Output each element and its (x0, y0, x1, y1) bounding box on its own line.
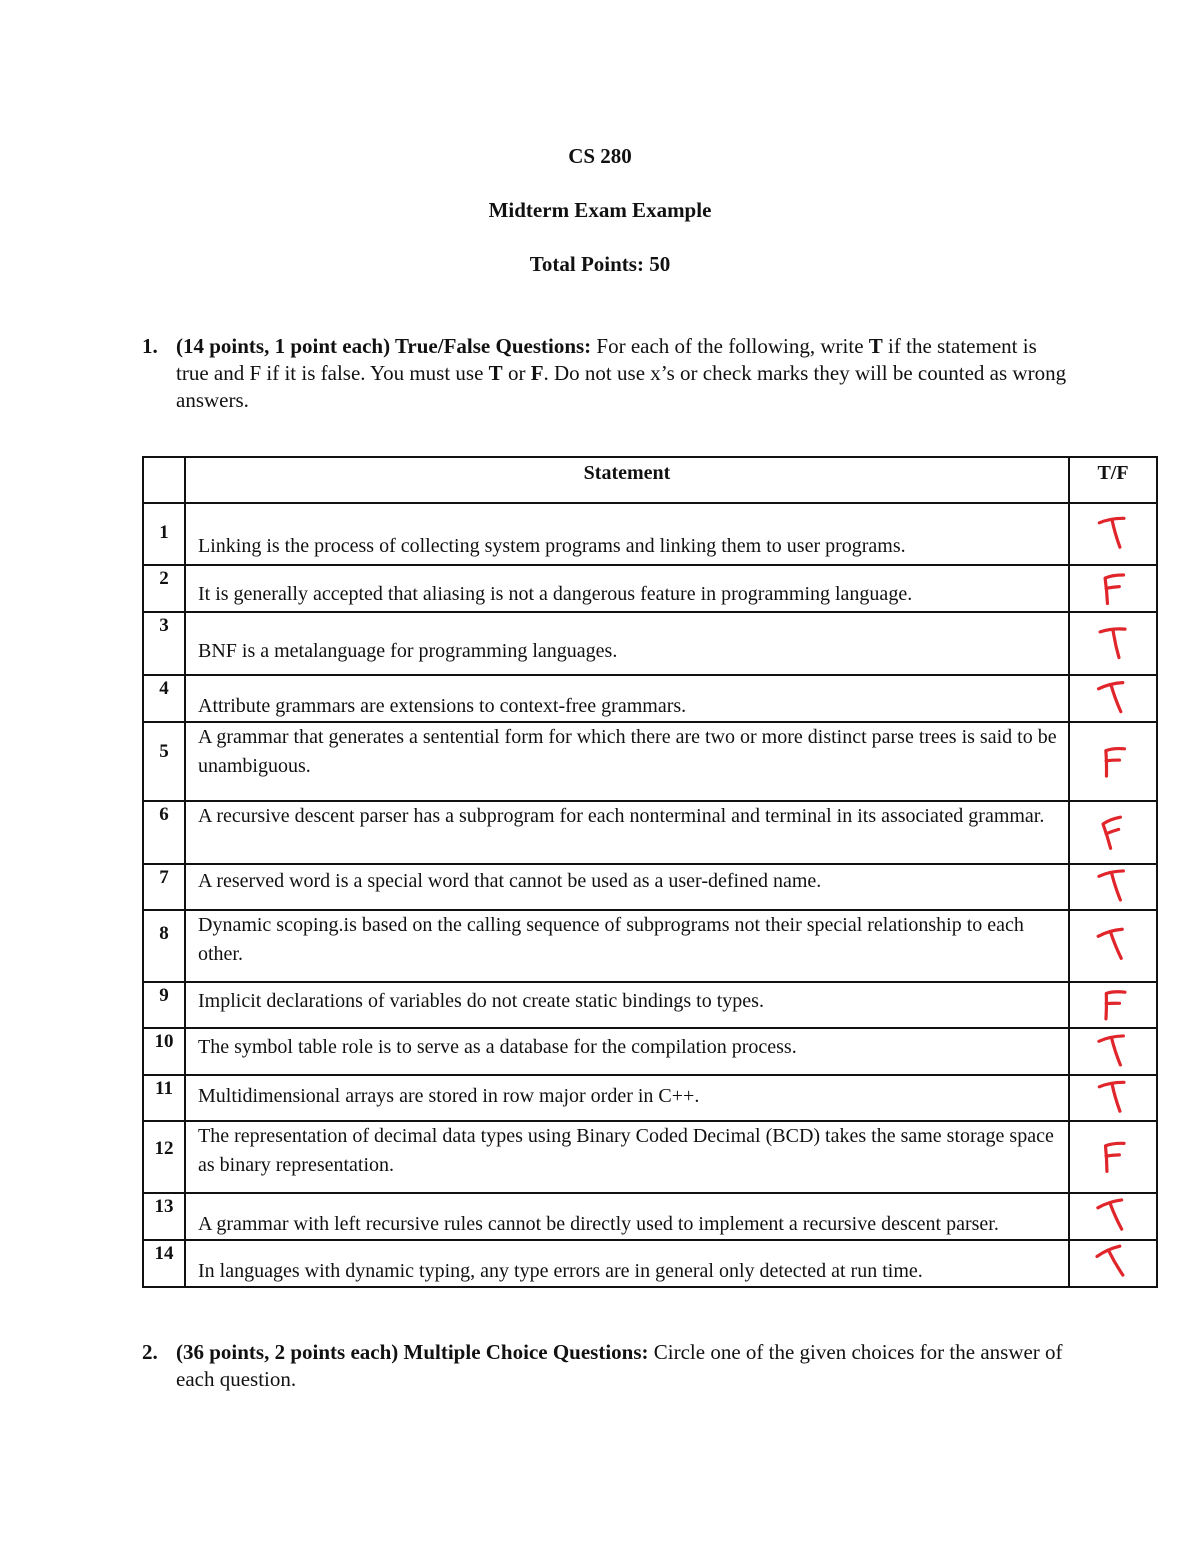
total-points: Total Points: 50 (529, 252, 671, 276)
handwritten-answer-mark (1070, 676, 1156, 721)
table-body (143, 503, 1157, 1287)
answer-letter (1070, 1241, 1071, 1242)
row-number (143, 864, 185, 910)
row-answer[interactable] (1069, 675, 1157, 722)
question-1-text-a: For each of the following, write (591, 334, 869, 358)
row-statement-text: A grammar with left recursive rules cannot be directly used to implement a recursive descent parser. (198, 1213, 999, 1235)
row-number (143, 1121, 185, 1193)
row-number-label: 9 (159, 985, 169, 1006)
answer-letter (1070, 1029, 1071, 1030)
row-number (143, 1193, 185, 1240)
question-1-t-bold: T (868, 334, 883, 358)
question-1-f-bold: F (530, 361, 544, 385)
answer-letter (1070, 802, 1071, 803)
question-1-instructions (176, 333, 1072, 414)
row-number (143, 612, 185, 675)
question-1-number: 1. (142, 334, 158, 358)
row-statement-text: BNF is a metalanguage for programming languages. (198, 640, 618, 662)
row-number (143, 503, 185, 565)
handwritten-answer-mark (1070, 566, 1156, 611)
row-answer[interactable] (1069, 982, 1157, 1028)
row-number (143, 801, 185, 864)
row-number-label: 1 (159, 522, 169, 543)
row-statement-text: The symbol table role is to serve as a database for the compilation process. (198, 1036, 797, 1058)
answer-letter (1070, 504, 1071, 505)
f-mark-icon (1097, 985, 1129, 1025)
row-number (143, 1075, 185, 1121)
t-mark-icon (1097, 1197, 1129, 1237)
handwritten-answer-mark (1070, 1122, 1156, 1192)
row-statement (185, 612, 1069, 675)
handwritten-answer-mark (1070, 504, 1156, 564)
row-number (143, 722, 185, 801)
table-row (143, 864, 1157, 910)
question-1-text-b: if the statement is true and F if it is false. You must use (176, 334, 1037, 385)
answer-letter (1070, 1194, 1071, 1195)
row-statement (185, 675, 1069, 722)
table-row (143, 910, 1157, 982)
row-number-label: 11 (155, 1078, 173, 1099)
table-row (143, 1028, 1157, 1075)
row-answer[interactable] (1069, 801, 1157, 864)
table-row (143, 722, 1157, 801)
f-mark-icon (1097, 569, 1129, 609)
row-number-label: 13 (154, 1196, 174, 1217)
table-row (143, 1193, 1157, 1240)
table-header-row (143, 457, 1157, 503)
row-statement (185, 982, 1069, 1028)
handwritten-answer-mark (1070, 865, 1156, 909)
row-number (143, 910, 185, 982)
handwritten-answer-mark (1070, 1194, 1156, 1239)
question-1-points: (14 points, 1 point each) True/False Questions: (176, 334, 592, 358)
answer-letter (1070, 676, 1071, 677)
question-2-number: 2. (142, 1340, 158, 1364)
table-row (143, 565, 1157, 612)
row-number-label: 6 (159, 804, 169, 825)
f-mark-icon (1097, 813, 1129, 853)
handwritten-answer-mark (1070, 723, 1156, 800)
row-number-label: 14 (154, 1243, 174, 1264)
table-row (143, 503, 1157, 565)
row-number-label: 8 (159, 923, 169, 944)
table-row (143, 1240, 1157, 1287)
handwritten-answer-mark (1070, 1076, 1156, 1120)
row-number (143, 1240, 185, 1287)
t-mark-icon (1097, 514, 1129, 554)
handwritten-answer-mark (1070, 613, 1156, 674)
row-statement-text: A reserved word is a special word that cannot be used as a user-defined name. (198, 870, 822, 892)
t-mark-icon (1097, 679, 1129, 719)
row-statement (185, 801, 1069, 864)
handwritten-answer-mark (1070, 983, 1156, 1027)
row-statement-text: Attribute grammars are extensions to context-free grammars. (198, 695, 687, 717)
table-row (143, 612, 1157, 675)
row-statement-text: Dynamic scoping.is based on the calling sequence of subprograms not their special relationship to each other. (198, 914, 1024, 965)
row-statement (185, 1121, 1069, 1193)
header-number (143, 457, 185, 503)
t-mark-icon (1097, 867, 1129, 907)
f-mark-icon (1097, 742, 1129, 782)
question-1-t2-bold: T (488, 361, 503, 385)
question-2 (142, 1339, 1072, 1393)
row-number-label: 4 (159, 678, 169, 699)
row-number-label: 12 (154, 1138, 174, 1159)
row-statement-text: A recursive descent parser has a subprogram for each nonterminal and terminal in its associated grammar. (198, 805, 1045, 827)
question-1-text-c: or (502, 361, 531, 385)
row-number-label: 7 (159, 867, 169, 888)
row-number-label: 2 (159, 568, 169, 589)
row-answer[interactable] (1069, 503, 1157, 565)
question-1 (142, 333, 1072, 414)
exam-title: Midterm Exam Example (488, 198, 712, 222)
row-statement-text: Linking is the process of collecting system programs and linking them to user programs. (198, 535, 906, 557)
row-answer[interactable] (1069, 1075, 1157, 1121)
row-statement (185, 1028, 1069, 1075)
table-row (143, 1121, 1157, 1193)
handwritten-answer-mark (1070, 911, 1156, 981)
row-statement-text: Implicit declarations of variables do not create static bindings to types. (198, 990, 764, 1012)
row-answer[interactable] (1069, 1240, 1157, 1287)
row-number (143, 565, 185, 612)
f-mark-icon (1097, 1137, 1129, 1177)
row-statement (185, 1193, 1069, 1240)
table-row (143, 982, 1157, 1028)
question-2-text: Circle one of the given choices for the answer of each question. (176, 1340, 1063, 1391)
answer-letter (1070, 1122, 1071, 1123)
header-statement: Statement (185, 457, 1069, 503)
answer-letter (1070, 613, 1071, 614)
t-mark-icon (1097, 926, 1129, 966)
row-number-label: 5 (159, 741, 169, 762)
true-false-table (142, 456, 1158, 1288)
row-statement (185, 1240, 1069, 1287)
course-title: CS 280 (568, 144, 632, 168)
t-mark-icon (1097, 1078, 1129, 1118)
handwritten-answer-mark (1070, 1029, 1156, 1074)
answer-letter (1070, 983, 1071, 984)
row-statement (185, 1075, 1069, 1121)
t-mark-icon (1097, 1244, 1129, 1284)
row-statement (185, 864, 1069, 910)
row-answer[interactable] (1069, 910, 1157, 982)
answer-letter (1070, 911, 1071, 912)
table-row (143, 1075, 1157, 1121)
row-statement-text: It is generally accepted that aliasing is not a dangerous feature in programming language. (198, 583, 913, 605)
answer-letter (1070, 865, 1071, 866)
row-answer[interactable] (1069, 565, 1157, 612)
row-statement-text: In languages with dynamic typing, any type errors are in general only detected at run time. (198, 1260, 923, 1282)
row-answer[interactable] (1069, 722, 1157, 801)
row-statement-text: The representation of decimal data types using Binary Coded Decimal (BCD) takes the same storage space as binary representation. (198, 1125, 1054, 1176)
answer-letter (1070, 566, 1071, 567)
handwritten-answer-mark (1070, 802, 1156, 863)
row-answer[interactable] (1069, 1121, 1157, 1193)
row-answer[interactable] (1069, 612, 1157, 675)
row-statement (185, 503, 1069, 565)
row-number (143, 1028, 185, 1075)
question-2-instructions (176, 1339, 1072, 1393)
header-tf: T/F (1069, 457, 1157, 503)
answer-letter (1070, 723, 1071, 724)
row-number (143, 982, 185, 1028)
row-number (143, 675, 185, 722)
handwritten-answer-mark (1070, 1241, 1156, 1286)
row-statement (185, 910, 1069, 982)
table-row (143, 801, 1157, 864)
row-statement-text: Multidimensional arrays are stored in row major order in C++. (198, 1085, 700, 1107)
row-number-label: 10 (154, 1031, 174, 1052)
row-statement (185, 565, 1069, 612)
row-answer[interactable] (1069, 1028, 1157, 1075)
answer-letter (1070, 1076, 1071, 1077)
question-2-points: (36 points, 2 points each) Multiple Choice Questions: (176, 1340, 649, 1364)
row-statement (185, 722, 1069, 801)
t-mark-icon (1097, 624, 1129, 664)
row-answer[interactable] (1069, 864, 1157, 910)
row-answer[interactable] (1069, 1193, 1157, 1240)
row-statement-text: A grammar that generates a sentential form for which there are two or more distinct parse trees is said to be unambiguous. (198, 726, 1057, 777)
question-1-text-d: . Do not use x’s or check marks they will be counted as wrong answers. (176, 361, 1067, 412)
table-row (143, 675, 1157, 722)
row-number-label: 3 (159, 615, 169, 636)
t-mark-icon (1097, 1032, 1129, 1072)
